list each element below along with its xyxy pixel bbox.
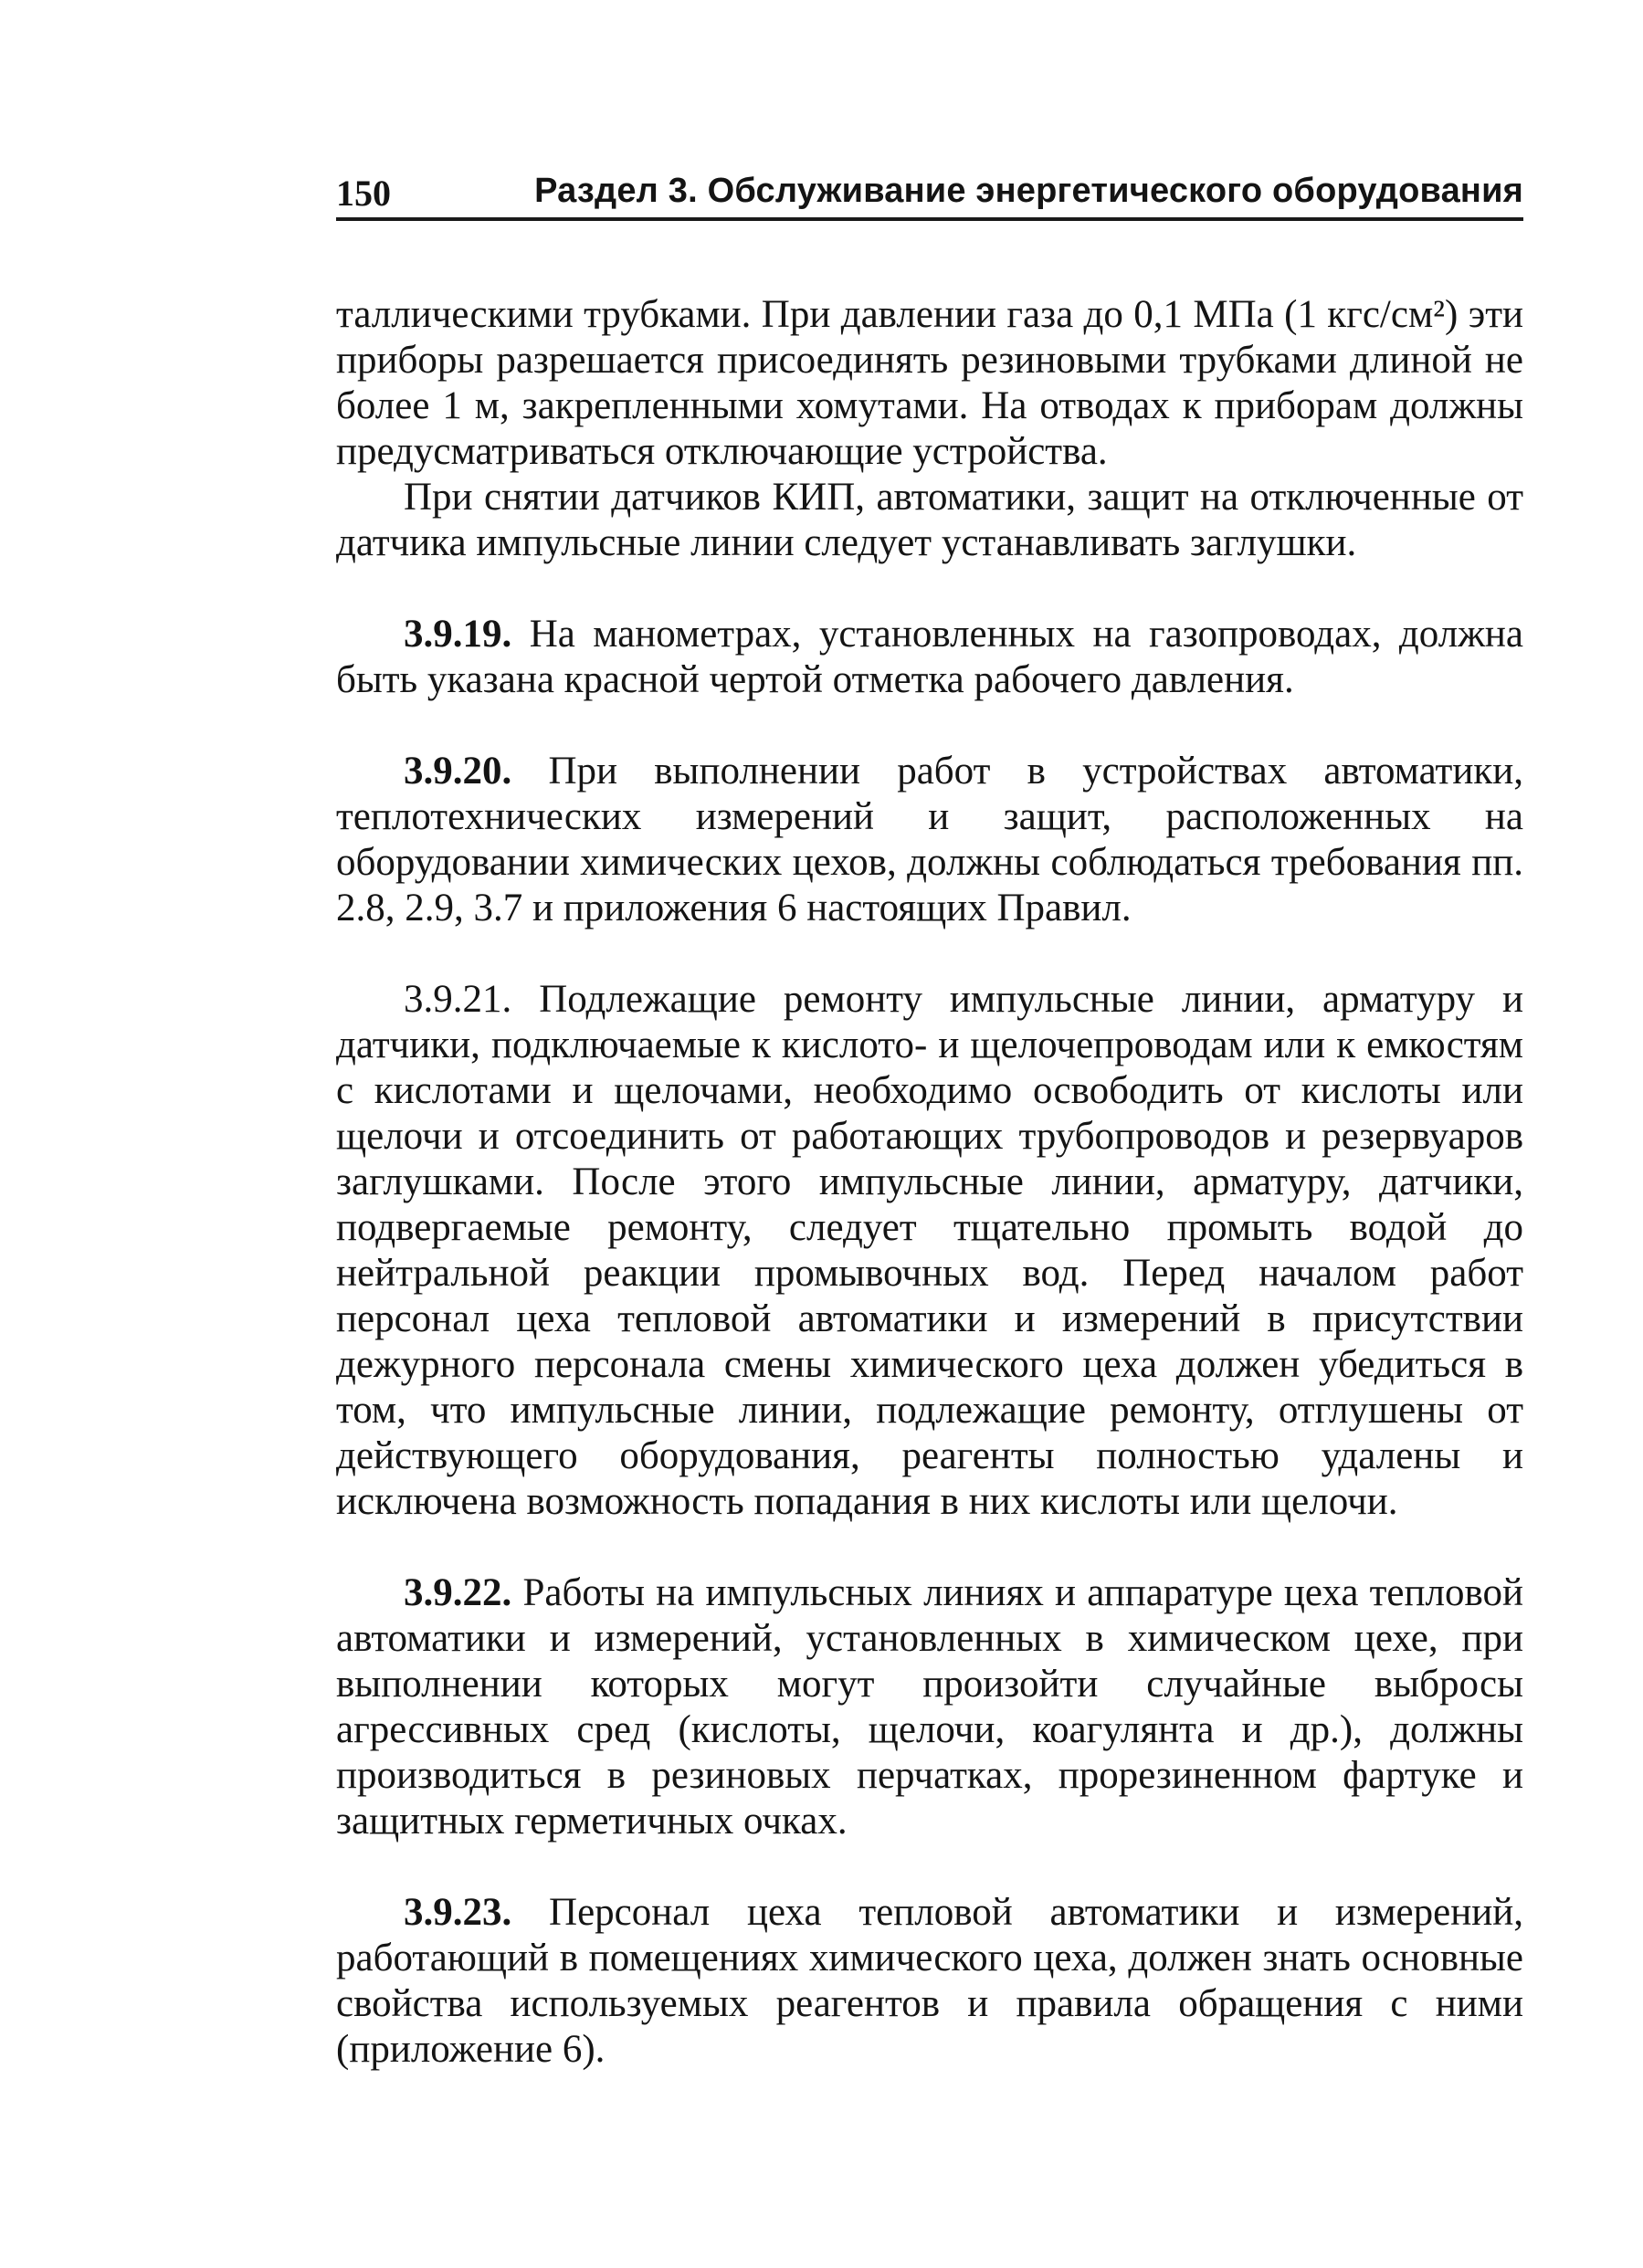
section-number: 3.9.22.	[404, 1571, 512, 1614]
section-3-9-22	[336, 1570, 1523, 1844]
section-3-9-21	[336, 977, 1523, 1525]
paragraph-text: Работы на импульсных линиях и аппаратуре цеха тепловой автоматики и измерений, установленных в химическом цехе, при выполнении которых могут произойти случайные выбросы агрессивных сред (кислоты, щелочи, коагулянта и др.), должны производиться в резиновых перчатках, прорезиненном фартуке и защитных герметичных очках.	[336, 1571, 1524, 1843]
paragraph-text: Персонал цеха тепловой автоматики и измерений, работающий в помещениях химического цеха, должен знать основные свойства используемых реагентов и правила обращения с ними (приложение 6).	[336, 1891, 1523, 2071]
section-number: 3.9.23.	[404, 1891, 512, 1934]
page-number: 150	[336, 173, 391, 214]
paragraph	[336, 475, 1523, 566]
section-3-9-20	[336, 749, 1523, 931]
running-title: Раздел 3. Обслуживание энергетического оборудования	[534, 172, 1523, 210]
paragraph-text: На манометрах, установленных на газопроводах, должна быть указана красной чертой отметка рабочего давления.	[336, 613, 1524, 701]
paragraph-text: При снятии датчиков КИП, автоматики, защит на отключенные от датчика импульсные линии следует устанавливать заглушки.	[336, 476, 1523, 564]
section-3-9-19	[336, 612, 1523, 703]
body-text	[336, 292, 1523, 2073]
paragraph-text: При выполнении работ в устройствах автоматики, теплотехнических измерений и защит, расположенных на оборудовании химических цехов, должны соблюдаться требования пп. 2.8, 2.9, 3.7 и приложения 6 настоящих Правил.	[336, 750, 1524, 929]
paragraph-text: таллическими трубками. При давлении газа до 0,1 МПа (1 кгс/см²) эти приборы разрешается присоединять резиновыми трубками длиной не более 1 м, закрепленными хомутами. На отводах к приборам должны предусматриваться отключающие устройства.	[336, 293, 1523, 473]
book-page	[336, 164, 1523, 2073]
paragraph-continuation	[336, 292, 1523, 475]
section-3-9-23	[336, 1890, 1523, 2073]
section-number: 3.9.20.	[404, 750, 512, 793]
page-header	[336, 164, 1523, 221]
section-number: 3.9.21.	[404, 978, 512, 1021]
paragraph-text: Подлежащие ремонту импульсные линии, арматуру и датчики, подключаемые к кислото- и щелочепроводам или к емкостям с кислотами и щелочами, необходимо освободить от кислоты или щелочи и отсоединить от работающих трубопроводов и резервуаров заглушками. После этого импульсные линии, арматуру, датчики, подвергаемые ремонту, следует тщательно промыть водой до нейтральной реакции промывочных вод. Перед началом работ персонал цеха тепловой автоматики и измерений в присутствии дежурного персонала смены химического цеха должен убедиться в том, что импульсные линии, подлежащие ремонту, отглушены от действующего оборудования, реагенты полностью удалены и исключена возможность попадания в них кислоты или щелочи.	[336, 978, 1524, 1523]
section-number: 3.9.19.	[404, 613, 512, 656]
